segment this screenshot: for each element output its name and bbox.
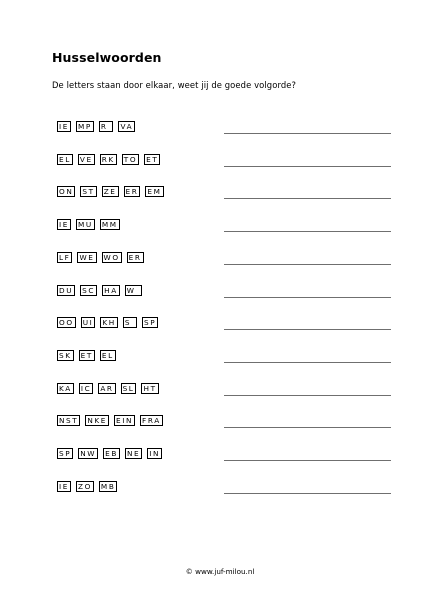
answer-line[interactable] xyxy=(224,362,391,363)
letter-group xyxy=(57,350,74,361)
letter-group xyxy=(122,154,139,165)
exercise-row xyxy=(57,252,397,266)
letter-group xyxy=(57,285,75,296)
letter-group xyxy=(127,252,144,263)
letter-tile: EB xyxy=(105,449,118,458)
page-title: Husselwoorden xyxy=(52,50,162,65)
letter-tile: IC xyxy=(80,383,92,393)
letter-group xyxy=(141,383,158,394)
exercise-row xyxy=(57,415,397,429)
letter-group xyxy=(78,448,98,459)
letter-tile: RK xyxy=(101,154,115,164)
letter-groups xyxy=(57,121,135,132)
letter-groups xyxy=(57,219,120,230)
exercise-row xyxy=(57,285,397,299)
letter-tile: SC xyxy=(82,285,96,295)
letter-tile: ER xyxy=(128,252,142,262)
letter-group xyxy=(125,285,142,296)
letter-group xyxy=(76,121,94,132)
letter-groups xyxy=(57,448,162,459)
instruction-text: De letters staan door elkaar, weet jij de goede volgorde? xyxy=(52,80,297,90)
letter-groups xyxy=(57,285,142,296)
letter-groups xyxy=(57,154,160,165)
letter-group xyxy=(100,219,120,230)
answer-line[interactable] xyxy=(224,329,391,330)
letter-tile: SK xyxy=(59,350,72,360)
letter-group xyxy=(99,121,114,132)
letter-group xyxy=(121,383,137,394)
letter-group xyxy=(57,448,73,459)
exercise-row xyxy=(57,219,397,233)
letter-tile: MU xyxy=(77,220,93,230)
letter-tile: EM xyxy=(147,187,162,197)
letter-group xyxy=(81,317,96,328)
letter-group xyxy=(77,252,96,263)
letter-group xyxy=(57,383,74,394)
letter-group xyxy=(103,448,120,459)
letter-tile: NST xyxy=(59,416,79,426)
answer-line[interactable] xyxy=(224,198,391,199)
letter-tile: VE xyxy=(79,154,93,164)
letter-groups xyxy=(57,317,158,328)
letter-group xyxy=(76,481,94,492)
letter-tile: ON xyxy=(59,187,74,197)
letter-tile: NKE xyxy=(87,416,108,426)
letter-tile: HT xyxy=(143,383,157,393)
letter-group xyxy=(102,186,119,197)
exercise-row xyxy=(57,448,397,462)
exercise-row xyxy=(57,186,397,200)
answer-line[interactable] xyxy=(224,264,391,265)
letter-tile: KA xyxy=(59,383,72,393)
letter-group xyxy=(140,415,163,426)
letter-tile: DU xyxy=(59,285,74,295)
letter-group xyxy=(57,317,76,328)
letter-group xyxy=(147,448,162,459)
letter-group xyxy=(144,154,160,165)
letter-groups xyxy=(57,186,164,197)
letter-tile: R xyxy=(100,122,112,131)
letter-group xyxy=(124,186,141,197)
letter-group xyxy=(79,350,95,361)
exercise-row xyxy=(57,154,397,168)
letter-groups xyxy=(57,252,144,263)
letter-group xyxy=(57,481,71,492)
answer-line[interactable] xyxy=(224,166,391,167)
letter-tile: EIN xyxy=(116,416,134,426)
letter-tile: MM xyxy=(101,220,118,230)
exercise-row xyxy=(57,481,397,495)
letter-tile: ER xyxy=(125,187,139,197)
letter-tile: MP xyxy=(77,122,92,131)
letter-group xyxy=(102,285,120,296)
letter-group xyxy=(99,481,118,492)
letter-tile: SP xyxy=(59,449,72,458)
letter-group xyxy=(80,186,96,197)
letter-group xyxy=(123,317,137,328)
letter-tile: KH xyxy=(102,318,116,328)
letter-group xyxy=(114,415,135,426)
letter-tile: IE xyxy=(59,481,69,491)
exercise-row xyxy=(57,317,397,331)
letter-tile: ET xyxy=(80,350,93,360)
letter-group xyxy=(57,121,71,132)
letter-tile: W xyxy=(126,285,140,295)
letter-tile: AR xyxy=(100,383,114,393)
letter-group xyxy=(100,317,117,328)
letter-group xyxy=(118,121,135,132)
letter-group xyxy=(76,219,95,230)
letter-tile: FRA xyxy=(142,416,161,426)
letter-group xyxy=(57,252,72,263)
letter-tile: NW xyxy=(80,449,97,458)
letter-groups xyxy=(57,350,116,361)
letter-group xyxy=(142,317,158,328)
letter-tile: IE xyxy=(59,122,69,131)
letter-group xyxy=(79,383,93,394)
letter-group xyxy=(57,186,75,197)
letter-tile: VA xyxy=(120,122,134,131)
letter-group xyxy=(125,448,142,459)
letter-tile: LF xyxy=(59,252,71,262)
letter-group xyxy=(102,252,122,263)
letter-tile: IE xyxy=(59,220,69,230)
exercise-row xyxy=(57,383,397,397)
exercise-row xyxy=(57,350,397,364)
letter-tile: ZE xyxy=(103,187,117,197)
letter-tile: MB xyxy=(100,481,116,491)
copyright-footer: © www.juf-milou.nl xyxy=(185,567,255,576)
letter-group xyxy=(100,350,116,361)
letter-tile: S xyxy=(124,318,136,328)
answer-line[interactable] xyxy=(224,427,391,428)
letter-group xyxy=(78,154,95,165)
letter-tile: UI xyxy=(82,318,94,328)
letter-group xyxy=(57,415,80,426)
letter-group xyxy=(145,186,163,197)
letter-tile: ZO xyxy=(77,481,92,491)
letter-tile: OO xyxy=(59,318,74,328)
letter-tile: IN xyxy=(149,449,161,458)
letter-tile: WE xyxy=(79,252,95,262)
letter-group xyxy=(57,154,73,165)
letter-group xyxy=(85,415,109,426)
answer-line[interactable] xyxy=(224,297,391,298)
letter-tile: SP xyxy=(144,318,157,328)
answer-line[interactable] xyxy=(224,133,391,134)
answer-line[interactable] xyxy=(224,231,391,232)
letter-tile: EL xyxy=(101,350,114,360)
letter-tile: EL xyxy=(59,154,71,164)
letter-tile: NE xyxy=(126,449,141,458)
letter-tile: HA xyxy=(104,285,118,295)
letter-group xyxy=(98,383,115,394)
letter-group xyxy=(80,285,97,296)
letter-group xyxy=(100,154,117,165)
letter-tile: SL xyxy=(122,383,135,393)
letter-tile: ST xyxy=(82,187,95,197)
letter-group xyxy=(57,219,71,230)
letter-tile: TO xyxy=(123,154,138,164)
letter-tile: ET xyxy=(146,154,159,164)
letter-tile: WO xyxy=(103,252,120,262)
letter-groups xyxy=(57,481,117,492)
answer-line[interactable] xyxy=(224,395,391,396)
exercise-row xyxy=(57,121,397,135)
answer-line[interactable] xyxy=(224,493,391,494)
letter-groups xyxy=(57,415,163,426)
answer-line[interactable] xyxy=(224,460,391,461)
letter-groups xyxy=(57,383,159,394)
